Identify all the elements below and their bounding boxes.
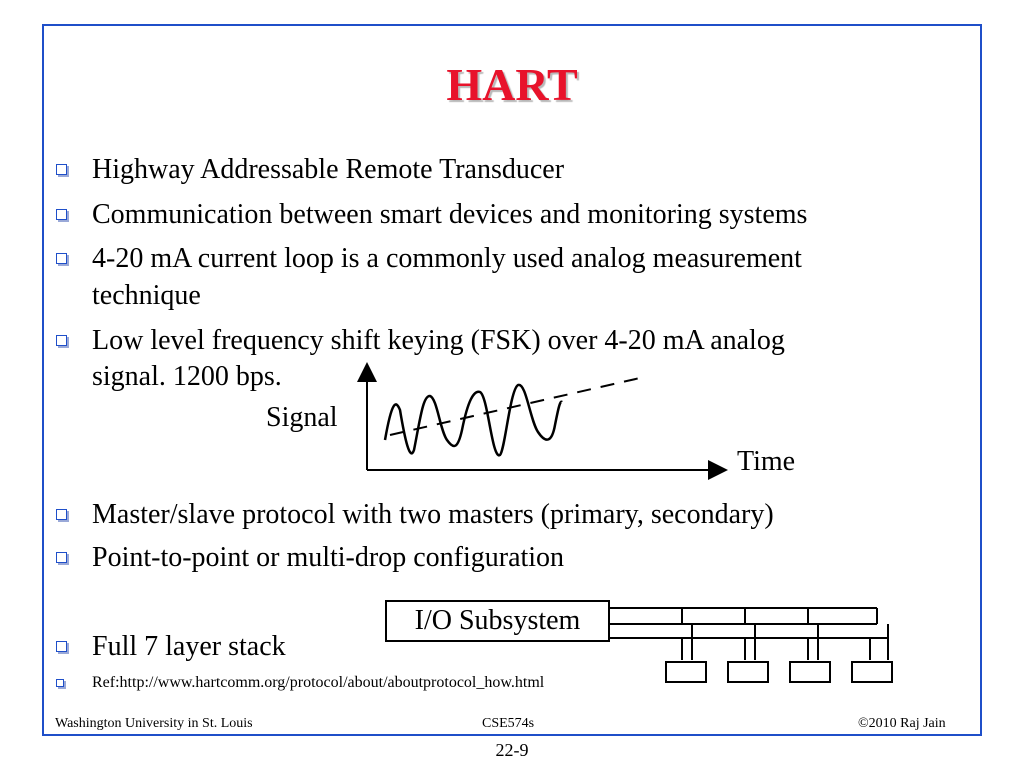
io-subsystem-box: I/O Subsystem [385, 600, 610, 642]
square-bullet-icon [56, 641, 67, 652]
field-device-3 [790, 608, 830, 682]
signal-label: Signal [266, 402, 338, 433]
bullet-text: Communication between smart devices and monitoring systems [92, 199, 808, 230]
reference-link-text[interactable]: Ref:http://www.hartcomm.org/protocol/about/aboutprotocol_how.html [92, 674, 545, 691]
bullet-text: Full 7 layer stack [92, 631, 286, 662]
bullet-text: Low level frequency shift keying (FSK) over 4-20 mA analog [92, 325, 785, 356]
field-device-1 [666, 608, 706, 682]
bullet-text: Highway Addressable Remote Transducer [92, 154, 565, 185]
bullet-text: 4-20 mA current loop is a commonly used analog measurement [92, 243, 802, 274]
footer-right: ©2010 Raj Jain [858, 716, 946, 731]
field-device-2 [728, 608, 768, 682]
bullet-text: Point-to-point or multi-drop configuration [92, 542, 565, 573]
footer-center: CSE574s [482, 716, 535, 731]
square-bullet-icon [56, 679, 64, 687]
time-label: Time [737, 446, 796, 477]
bullet-text: Master/slave protocol with two masters (primary, secondary) [92, 499, 774, 530]
field-device-4 [852, 608, 892, 682]
bullet-text: signal. 1200 bps. [92, 361, 282, 392]
page-number: 22-9 [495, 740, 529, 760]
slide-title: HART [446, 59, 578, 110]
footer-left: Washington University in St. Louis [55, 716, 253, 731]
bullet-text: technique [92, 280, 201, 311]
